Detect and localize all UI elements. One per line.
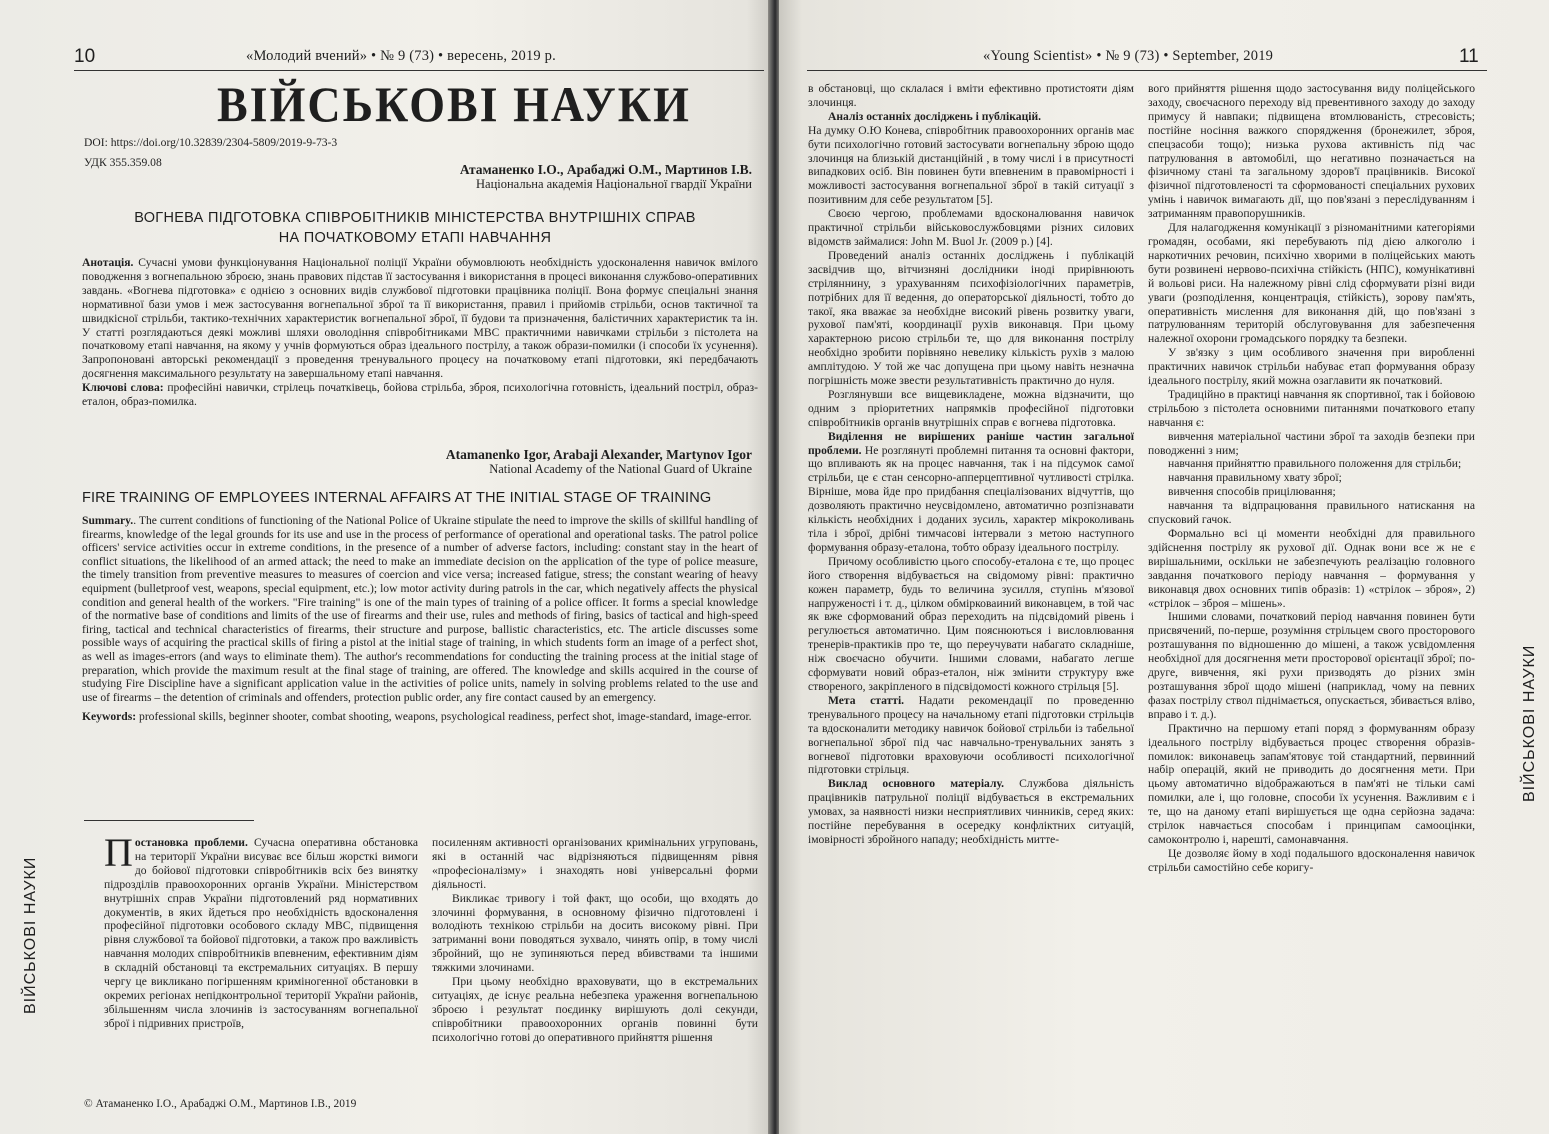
keywords-text: професійні навички, стрілець початківець, бойова стрільба, зброя, психологічна готовність, ідеальний постріл, образ-еталон, образ-помилка.: [82, 381, 758, 409]
paragraph: Формально всі ці моменти необхідні для правильного здійснення пострілу як рухової дії. Однак вони все ж не є вирішальними, оскільки не забезпечують реалізацію головного завдання початкового періоду навчання – формування у виконавця двох основних типів образів: 1) «стрілок – зброя», 2) «стрілок – зброя – мішень».: [1148, 527, 1475, 610]
section-heading: Виклад основного матеріалу.: [828, 777, 1004, 791]
col2-paragraph: При цьому необхідно враховувати, що в екстремальних ситуаціях, де існує реальна небезпека ураження вогнепальною зброєю і результат поєдинку вирішують долі секунди, співробітники правоохоронних органів повинні бути психологічно готові до оперативного прийняття рішення: [432, 975, 758, 1044]
page-number: 10: [74, 46, 96, 67]
keywords-en-text: professional skills, beginner shooter, combat shooting, weapons, psychological readiness, perfect shot, image-standard, image-error.: [139, 710, 752, 724]
section-heading: Мета статті.: [828, 693, 905, 707]
paragraph: Причому особливістю цього способу-еталона є те, що процес його створення відбувається на свідомому рівні: практично кожен параметр, будь то величина зусилля, ступінь м'язової напруженості і т. д., цілком обмірковаиний виконавцем, в той час як вже сформований образ переходить на підсвідомий рівень і регулюється автоматично. Цим пояснюються і висловлювання тренерів-практиків про те, що переучувати набагато складніше, ніж своєчасно обучити. Іншими словами, набагато легше сформувати новий образ-еталон, ніж змінити структуру вже створеного, закріпленого в підсвідомості кожного стрільця [5].: [808, 554, 1134, 693]
col2-paragraph: посиленням активності організованих кримінальних угруповань, які в останній час відрізняються підвищенням рівня «професіоналізму» і знаходять нові універсальні форми діяльності.: [432, 836, 758, 891]
abstract-text: Сучасні умови функціонування Національної поліції України обумовлюють необхідність удосконалення навичок вмілого поводження з вогнепальною зброєю, знань правових підстав її застосування і використання в процесі виконання службово-оперативних завдань. «Вогнева підготовка» є однією з основних видів службової підготовки працівника поліції. Вона формує спеціальні знання нормативної бази умов і меж застосування вогнепальної зброї та її використання, правил і прийомів стрільби, основ тактичної та швидкісної стрільби, тактико-технічних характеристик вогнепальної зброї, її будови та призначення, балістичних характеристик та ін. У статті розглядаються деякі можливі шляхи оволодіння співробітниками МВС практичними навичками стрільби з пістолета на початковому етапі навчання, на якому у учнів формуються образ ідеального пострілу, а також образи-помилки (і способи їх усунення). Запропоновані авторські рекомендації з проведення тренувального процесу на початковому етапі підготовки, які передбачають досягнення максимального результату на завершальному етапі навчання.: [82, 256, 758, 381]
paragraph: Традиційно в практиці навчання як спортивної, так і бойовою стрільбою з пістолета основними питаннями початкового етапу навчання є:: [1148, 387, 1475, 429]
paragraph: Службова діяльність працівників патрульної поліції відбувається в екстремальних умовах, за наявності низки несприятливих чинників, серед яких: постійне перебування в осередку конфліктних ситуацій, імовірності збройного нападу; необхідність митте-: [808, 777, 1134, 846]
summary-text: . The current conditions of functioning of the National Police of Ukraine stipulate the need to improve the skills of skillful handling of firearms, knowledge of the legal grounds for its use and use in the process of performance of operational and operational tasks. The patrol police officers' service activities occur in extreme conditions, in the presence of a number of adverse factors, including: constant stay in the heart of conflict situations, the likelihood of an armed attack; the need to make an immediate decision on the application of the type of police measure, the timely transition from preventive measures to measures of coercion and vice versa; increased fatigue, stress; the constant wearing of heavy equipment (bulletproof vest, weapons, special equipment, etc.); low motor activity during patrols in the car, which negatively affects the physical condition and general health of the workers. "Fire training" is one of the main types of training of a police officer. It forms a special knowledge of the normative base of conditions and limits of the use of firearms and their use, rules and methods of firing, basics of tactical and high-speed firing, tactical and technical characteristics of firearms, their structure and purpose, ballistic characteristics, etc. The article discusses some possible ways of acquiring the practical skills of firing a pistol at the initial stage of training, in which students form an image of a perfect shot, as well as images-errors (and ways to eliminate them). The author's recommendations for conducting the training process at the initial stage of preparation, which provide the maximum result at the final stage of training, are offered. The knowledge and skills acquired in the course of studying Fire Discipline have a significant application value in the activities of police units, namely in solving problems related to the use and use of firearms – the detention of criminals and offenders, protection public order, any fire contact caused by an emergency.: [82, 514, 758, 704]
body-column-2: [1148, 82, 1475, 875]
paragraph: Проведений аналіз останніх досліджень і публікацій засвідчив що, вітчизняні дослідники іноді прирівнюють стріляннину, з урахуванням психофізіологічних параметрів, потрібних для її ведення, до операторської діяльності, тобто до такої, яка вважає за необхідне високий рівень розвитку уваги, рухової пам'яті, координації рухів виконавця. При цьому характерною рисою стрільби те, що для виконання пострілу необхідно зробити порівняно невелику кількість рухів з малою амплітудою. У той же час допущена при цьому навіть незначна погрішність може звести результативність практично до нуля.: [808, 248, 1134, 388]
abstract-label: Анотація.: [82, 256, 134, 269]
list-item: вивчення способів прицілювання;: [1168, 485, 1336, 499]
summary-en: [82, 514, 758, 724]
separator-rule: [84, 820, 254, 821]
affiliation-ua: Національна академія Національної гвардії України: [476, 177, 752, 191]
keywords-en-label: Keywords:: [82, 710, 137, 724]
left-page: [0, 0, 770, 1134]
body-column-1: [808, 82, 1134, 847]
authors-en: Atamanenko Igor, Arabaji Alexander, Martynov Igor: [445, 447, 752, 462]
problem-heading: остановка проблеми.: [134, 836, 248, 849]
col1-text: Сучасна оперативна обстановка на території України висуває все більш жорсткі вимоги до бойової підготовки співробітників всіх без винятку підрозділів правоохоронних органів України. Міністерством внутрішніх справ України підготовлений ряд нормативних документів, в яких йдеться про необхідність вдосконалення професійної підготовки особового складу МВС, підвищення рівня службової та бойової підготовки, а також про важливість навчання молодих співробітників впевненим, ефективним діям в складній обстановці та екстремальних ситуаціях. В першу чергу це викликано погіршенням криміногенної обстановки в окремих регіонах непідконтрольної території України районів, збільшенням числа злочинів із застосуванням вогнепальної зброї і підривних пристроїв,: [104, 836, 418, 1030]
article-title-en: FIRE TRAINING OF EMPLOYEES INTERNAL AFFAIRS AT THE INITIAL STAGE OF TRAINING: [82, 490, 712, 506]
keywords-label: Ключові слова:: [82, 381, 164, 395]
article-title-ua: [70, 208, 760, 248]
paragraph: На думку О.Ю Конева, співробітник правоохоронних органів має бути психологічно готовий застосувати вогнепальну зброю щодо злочинця на близькій дистанційній , в тому числі і в присутності випадкових осіб. Він повинен бути впевненим в правомірності і можливості застосування вогнепальної зброї в такій ситуації з позитивним для себе результатом [5].: [808, 123, 1134, 207]
paragraph: Надати рекомендації по проведенню тренувального процесу на начальному етапі підготовки стрільців та вдосконалити методику навичок бойової стрільби із табельної вогнепальної зброї під час навчально-тренувальних занять з вогневої підготовки враховуючи особливості психологічної підготовки стрільця.: [808, 693, 1134, 777]
copyright-line: © Атаманенко І.О., Арабаджі О.М., Мартинов І.В., 2019: [84, 1098, 357, 1110]
abstract-ua: [82, 256, 758, 409]
paragraph: Для налагодження комунікації з різноманітними категоріями громадян, особами, які перебувають під дією алкоголю і наркотичних речовин, психічно хворими в поліцейських мають бути розвинені нервово-психічна стійкість (НПС), комунікативні й вольові риси. На належному рівні слід сформувати різні види уваги (розподілення, концентрація, стійкість), зорову пам'ять, оперативність мислення для виконання дій, що пов'язані з патрулюванням територій обслуговування для забезпечення належної охорони громадського порядку та безпеки.: [1148, 221, 1475, 346]
title-ua-line1: ВОГНЕВА ПІДГОТОВКА СПІВРОБІТНИКІВ МІНІСТЕРСТВА ВНУТРІШНІХ СПРАВ: [134, 210, 696, 226]
section-title: ВІЙСЬКОВІ НАУКИ: [217, 76, 691, 133]
authors-block-en: [446, 448, 752, 476]
running-head: «Young Scientist» • № 9 (73) • September, 2019: [983, 48, 1274, 64]
section-heading: Аналіз останніх досліджень і публікацій.: [828, 109, 1042, 123]
paragraph: Це дозволяє йому в ході подальшого вдосконалення навичок стрільби самостійно себе коригу-: [1148, 846, 1475, 874]
affiliation-en: National Academy of the National Guard of Ukraine: [489, 462, 752, 476]
doi: DOI: https://doi.org/10.32839/2304-5809/2019-9-73-3: [84, 136, 338, 149]
paragraph: Практично на першому етапі поряд з формуванням образу ідеального пострілу відбувається процес створення образів-помилок: виконавець запам'ятовує той стандартний, первинний набір операцій, який не приводить до досягнення мети. При цьому автоматично відображаються в пам'яті не тільки самі помилки, але і, що головне, способи їх усунення. Важливим є і те, що на даному етапі вирішується ще одна серйозна задача: стрілок навчається способам і принципам самооцінки, самоконтролю і, нарешті, самонавчання.: [1148, 721, 1475, 846]
paragraph: Іншими словами, початковий період навчання повинен бути присвячений, по-перше, розуміння стрільцем свого просторового розташування по відношенню до мішені, а також усвідомлення необхідної для досягнення мети просторової орієнтації зброї; по-друге, вивчення, які рухи призводять до різних змін розташування зброї щодо мішені (наприклад, чому на певних фазах пострілу ствол піднімається, опускається, збивається вліво, вправо і т. д.).: [1148, 610, 1475, 721]
section-heading: Виділення не вирішених раніше частин загальної проблеми.: [808, 429, 1134, 457]
sidebar-section-label: ВІЙСЬКОВІ НАУКИ: [1521, 644, 1538, 802]
title-ua-line2: НА ПОЧАТКОВОМУ ЕТАПІ НАВЧАННЯ: [278, 230, 552, 246]
authors-block-ua: [460, 163, 752, 191]
paragraph: У зв'язку з цим особливого значення при виробленні практичних навичок стрільби набуває етап формування образу ідеального пострілу, який можна озаглавити як початковий.: [1148, 346, 1475, 388]
header-rule: [74, 70, 764, 71]
header-rule: [807, 70, 1487, 71]
col2-paragraph: Викликає тривогу і той факт, що особи, що входять до злочинні формування, в основному фізично підготовлені і володіють технікою стрільби на досить високому рівні. При затриманні вони поводяться зухвало, чинять опір, в тому числі збройний, що не зупиняються перед вбивствами та іншими тяжкими злочинами.: [432, 891, 758, 975]
udc: УДК 355.359.08: [84, 156, 162, 169]
right-page: [779, 0, 1549, 1134]
authors-ua: Атаманенко І.О., Арабаджі О.М., Мартинов І.В.: [459, 162, 752, 177]
list-item: навчання правильному хвату зброї;: [1168, 471, 1342, 485]
sidebar-section-label: ВІЙСЬКОВІ НАУКИ: [22, 856, 39, 1014]
body-column-1: [104, 830, 418, 1031]
list-item: навчання та відпрацювання правильного натискання на спусковий гачок.: [1148, 499, 1475, 527]
page-number: 11: [1459, 46, 1479, 67]
running-head: «Молодий вчений» • № 9 (73) • вересень, 2019 р.: [246, 48, 556, 64]
paragraph: в обстановці, що склалася і вміти ефективно протистояти діям злочинця.: [808, 82, 1134, 109]
paragraph: Не розглянуті проблемні питання та основні фактори, що впливають як на процес навчання, так і на підсумок самої стрільби, це є стан сенсорно-апперцептивної чутливості стрілка. Вірніше, мова йде про придбання спеціалізованих відчуттів, що дозволяють практично неусвідомлено, автоматично розпізнавати кількість необхідних і доданих зусиль, характер мікроколивань тіла і зброї, дрібні тимчасові інтервали з метою наступного формування образу-еталона, тобто образу ідеального пострілу.: [808, 443, 1135, 554]
drop-cap: П: [104, 830, 133, 875]
paragraph: вого прийняття рішення щодо застосування виду поліцейського заходу, своєчасного переходу від превентивного заходу до заходу примусу й навпаки; підвищена втомлюваність, стресовість; постійне носіння важкого спорядження (бронежилет, зброя, спецзасоби тощо); низька рухова активність під час патрулювання в автомобілі, що негативно позначається на фізичному стані та загальному здоров'ї працівників. Високої фізичної підготовленості та сформованості спеціальних рухових умінь і навичок вимагають дії, що пов'язані з переслідуванням і затриманням правопорушників.: [1148, 82, 1475, 221]
list-item: вивчення матеріальної частини зброї та заходів безпеки при поводженні з ним;: [1148, 429, 1475, 457]
body-column-2: [432, 836, 758, 1045]
list-item: навчання прийняттю правильного положення для стрільби;: [1168, 457, 1462, 471]
paragraph: Розглянувши все вищевикладене, можна відзначити, що одним з пріоритетних напрямків професійної підготовки співробітників органів внутрішніх справ є вогнева підготовка.: [808, 387, 1134, 429]
paragraph: Своєю чергою, проблемами вдосконалювання навичок практичної стрільби військовослужбовцями різних силових відомств займалися: John M. Buol Jr. (2009 p.) [4].: [808, 207, 1134, 248]
summary-label: Summary.: [82, 514, 134, 527]
